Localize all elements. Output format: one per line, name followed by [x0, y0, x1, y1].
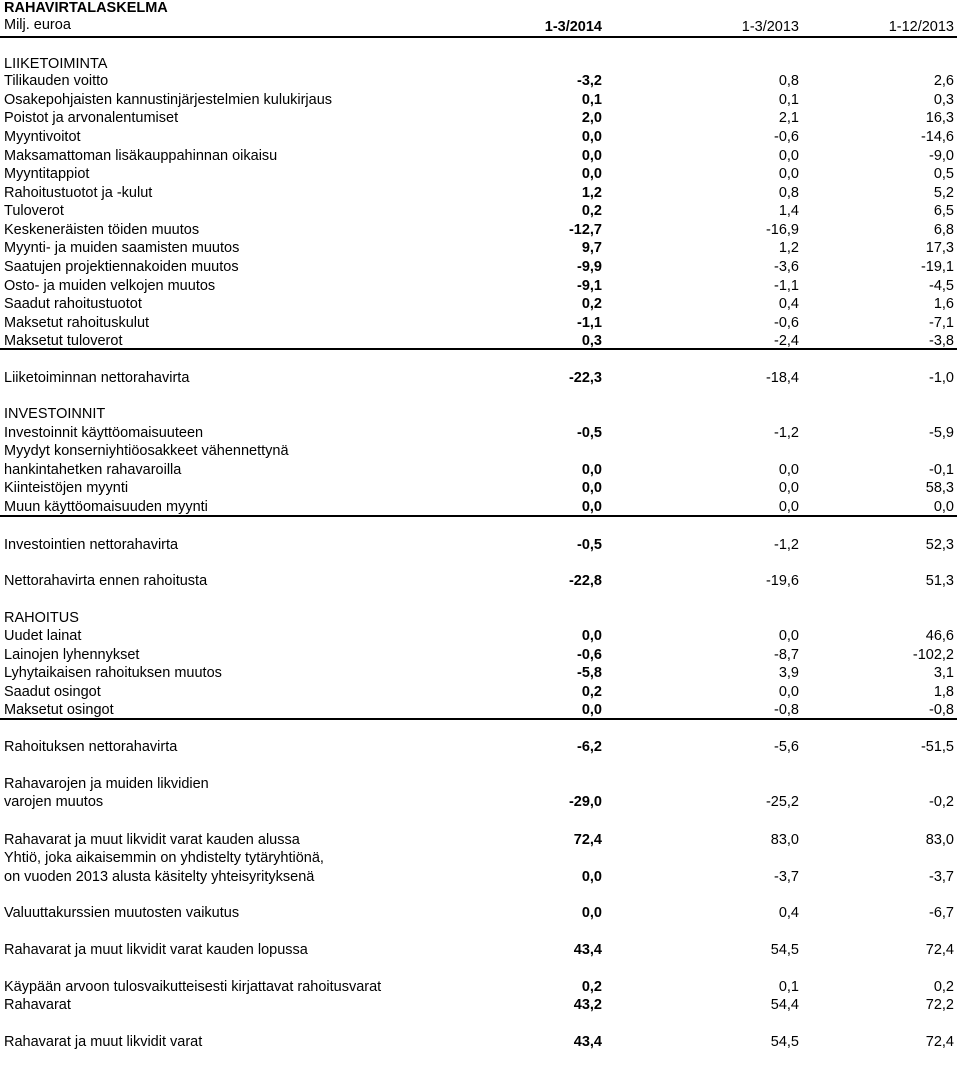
- section-rule-operating: [0, 348, 957, 350]
- value-q1-2014: 0,0: [581, 480, 602, 496]
- row-label: Rahavarat: [4, 997, 71, 1013]
- value-q1-2014: 0,2: [581, 296, 602, 312]
- row-label: Investointien nettorahavirta: [4, 537, 179, 553]
- table-row: [0, 536, 957, 554]
- table-row: [0, 461, 957, 479]
- value-fy-2013: -1,0: [929, 370, 954, 386]
- value-q1-2014: -9,1: [577, 278, 602, 294]
- value-q1-2013: 0,0: [778, 684, 799, 700]
- row-label: Keskeneräisten töiden muutos: [4, 222, 200, 238]
- value-fy-2013: -0,8: [929, 702, 954, 718]
- value-q1-2013: 0,0: [778, 148, 799, 164]
- table-row: [0, 424, 957, 442]
- value-fy-2013: 1,6: [933, 296, 954, 312]
- value-q1-2014: 2,0: [581, 110, 602, 126]
- value-q1-2014: -3,2: [577, 73, 602, 89]
- value-q1-2014: -9,9: [577, 259, 602, 275]
- value-q1-2013: 0,4: [778, 296, 799, 312]
- value-fy-2013: 83,0: [925, 832, 954, 848]
- value-q1-2013: 0,0: [778, 166, 799, 182]
- value-fy-2013: -102,2: [912, 647, 954, 663]
- row-label: Rahavarojen ja muiden likvidien: [4, 776, 209, 792]
- row-label: Maksamattoman lisäkauppahinnan oikaisu: [4, 148, 278, 164]
- table-row: [0, 277, 957, 295]
- value-fy-2013: -5,9: [929, 425, 954, 441]
- value-q1-2013: 0,8: [778, 185, 799, 201]
- unit-label: Milj. euroa: [4, 17, 71, 33]
- value-fy-2013: 51,3: [925, 573, 954, 589]
- value-fy-2013: 0,2: [933, 979, 954, 995]
- value-q1-2013: 1,4: [778, 203, 799, 219]
- value-fy-2013: 0,5: [933, 166, 954, 182]
- value-q1-2014: 0,0: [581, 462, 602, 478]
- table-row: [0, 775, 957, 793]
- table-row: [0, 72, 957, 90]
- table-row: [0, 572, 957, 590]
- statement-title: RAHAVIRTALASKELMA: [4, 0, 168, 16]
- row-label: Tuloverot: [4, 203, 64, 219]
- row-label: Rahavarat ja muut likvidit varat kauden alussa: [4, 832, 300, 848]
- value-q1-2013: -2,4: [774, 333, 799, 349]
- value-fy-2013: -19,1: [920, 259, 954, 275]
- value-q1-2014: 72,4: [573, 832, 602, 848]
- value-fy-2013: 72,4: [925, 1034, 954, 1050]
- table-row: [0, 109, 957, 127]
- column-header-q1-2014: 1-3/2014: [544, 19, 602, 35]
- row-label: Lyhytaikaisen rahoituksen muutos: [4, 665, 222, 681]
- row-label: Lainojen lyhennykset: [4, 647, 140, 663]
- value-fy-2013: -0,2: [929, 794, 954, 810]
- value-fy-2013: 1,8: [933, 684, 954, 700]
- value-fy-2013: 72,4: [925, 942, 954, 958]
- value-fy-2013: 52,3: [925, 537, 954, 553]
- value-q1-2013: -25,2: [765, 794, 799, 810]
- header-rule: [0, 36, 957, 38]
- table-row: [0, 683, 957, 701]
- row-label: Muun käyttöomaisuuden myynti: [4, 499, 208, 515]
- table-row: [0, 314, 957, 332]
- row-label: Saadut osingot: [4, 684, 101, 700]
- value-q1-2013: -3,7: [774, 869, 799, 885]
- value-q1-2014: 43,2: [573, 997, 602, 1013]
- value-fy-2013: -3,7: [929, 869, 954, 885]
- value-q1-2013: 0,4: [778, 905, 799, 921]
- table-row: [0, 793, 957, 811]
- table-row: [0, 202, 957, 220]
- value-fy-2013: -14,6: [920, 129, 954, 145]
- value-q1-2014: -0,5: [577, 425, 602, 441]
- value-q1-2014: 43,4: [573, 1034, 602, 1050]
- value-q1-2014: 0,2: [581, 979, 602, 995]
- row-label: Rahavarat ja muut likvidit varat: [4, 1034, 203, 1050]
- table-row: [0, 978, 957, 996]
- value-q1-2013: 0,0: [778, 462, 799, 478]
- row-label: Kiinteistöjen myynti: [4, 480, 129, 496]
- value-q1-2013: 54,4: [770, 997, 799, 1013]
- value-q1-2014: 0,2: [581, 684, 602, 700]
- row-label: INVESTOINNIT: [4, 406, 106, 422]
- section-rule-financing: [0, 718, 957, 720]
- table-row: [0, 664, 957, 682]
- value-q1-2013: 0,1: [778, 92, 799, 108]
- table-row: [0, 55, 957, 73]
- row-label: Poistot ja arvonalentumiset: [4, 110, 179, 126]
- row-label: Maksetut osingot: [4, 702, 114, 718]
- table-row: [0, 941, 957, 959]
- value-q1-2014: 0,0: [581, 702, 602, 718]
- table-row: [0, 831, 957, 849]
- row-label: Valuuttakurssien muutosten vaikutus: [4, 905, 240, 921]
- table-row: [0, 479, 957, 497]
- value-q1-2013: 0,8: [778, 73, 799, 89]
- row-label: Maksetut tuloverot: [4, 333, 123, 349]
- section-rule-investing: [0, 515, 957, 517]
- value-fy-2013: 0,3: [933, 92, 954, 108]
- value-q1-2014: 0,2: [581, 203, 602, 219]
- value-q1-2013: -0,6: [774, 129, 799, 145]
- value-fy-2013: 16,3: [925, 110, 954, 126]
- value-fy-2013: 0,0: [933, 499, 954, 515]
- value-fy-2013: 2,6: [933, 73, 954, 89]
- row-label: Rahoitustuotot ja -kulut: [4, 185, 153, 201]
- row-label: Myyntivoitot: [4, 129, 81, 145]
- table-row: [0, 128, 957, 146]
- value-q1-2013: -18,4: [765, 370, 799, 386]
- row-label: hankintahetken rahavaroilla: [4, 462, 182, 478]
- value-q1-2014: 0,0: [581, 148, 602, 164]
- row-label: Liiketoiminnan nettorahavirta: [4, 370, 190, 386]
- table-row: [0, 221, 957, 239]
- row-label: Uudet lainat: [4, 628, 82, 644]
- row-label: Osakepohjaisten kannustinjärjestelmien kulukirjaus: [4, 92, 333, 108]
- table-row: [0, 627, 957, 645]
- value-q1-2013: 54,5: [770, 942, 799, 958]
- table-row: [0, 147, 957, 165]
- table-row: [0, 295, 957, 313]
- value-fy-2013: -6,7: [929, 905, 954, 921]
- value-fy-2013: 3,1: [933, 665, 954, 681]
- value-q1-2014: 43,4: [573, 942, 602, 958]
- value-q1-2014: -29,0: [568, 794, 602, 810]
- value-fy-2013: -3,8: [929, 333, 954, 349]
- row-label: Rahavarat ja muut likvidit varat kauden lopussa: [4, 942, 308, 958]
- row-label: Myyntitappiot: [4, 166, 90, 182]
- value-q1-2013: 0,0: [778, 499, 799, 515]
- value-q1-2014: -0,5: [577, 537, 602, 553]
- value-q1-2013: -19,6: [765, 573, 799, 589]
- value-q1-2013: -3,6: [774, 259, 799, 275]
- value-q1-2013: -16,9: [765, 222, 799, 238]
- table-row: [0, 405, 957, 423]
- table-row: [0, 849, 957, 867]
- value-q1-2014: 0,1: [581, 92, 602, 108]
- value-q1-2013: -8,7: [774, 647, 799, 663]
- value-q1-2014: -22,8: [568, 573, 602, 589]
- row-label: Nettorahavirta ennen rahoitusta: [4, 573, 208, 589]
- table-row: [0, 868, 957, 886]
- row-label: on vuoden 2013 alusta käsitelty yhteisyrityksenä: [4, 869, 315, 885]
- value-q1-2014: -22,3: [568, 370, 602, 386]
- value-q1-2013: -5,6: [774, 739, 799, 755]
- value-q1-2014: 0,0: [581, 129, 602, 145]
- table-row: [0, 184, 957, 202]
- value-fy-2013: -9,0: [929, 148, 954, 164]
- value-fy-2013: 5,2: [933, 185, 954, 201]
- row-label: Yhtiö, joka aikaisemmin on yhdistelty tytäryhtiönä,: [4, 850, 324, 866]
- table-row: [0, 239, 957, 257]
- value-fy-2013: 17,3: [925, 240, 954, 256]
- value-q1-2014: -5,8: [577, 665, 602, 681]
- value-q1-2013: 0,0: [778, 628, 799, 644]
- table-row: [0, 646, 957, 664]
- table-row: [0, 498, 957, 516]
- column-header-fy-2013: 1-12/2013: [888, 19, 954, 35]
- value-fy-2013: -51,5: [920, 739, 954, 755]
- value-fy-2013: 6,8: [933, 222, 954, 238]
- value-q1-2013: 83,0: [770, 832, 799, 848]
- value-q1-2014: 9,7: [581, 240, 602, 256]
- value-q1-2013: 0,0: [778, 480, 799, 496]
- value-fy-2013: -0,1: [929, 462, 954, 478]
- table-row: [0, 996, 957, 1014]
- row-label: LIIKETOIMINTA: [4, 56, 108, 72]
- value-q1-2014: -12,7: [568, 222, 602, 238]
- table-row: [0, 165, 957, 183]
- value-q1-2014: -0,6: [577, 647, 602, 663]
- value-q1-2013: -1,2: [774, 537, 799, 553]
- value-q1-2014: -6,2: [577, 739, 602, 755]
- row-label: Saadut rahoitustuotot: [4, 296, 142, 312]
- value-fy-2013: -7,1: [929, 315, 954, 331]
- value-fy-2013: 58,3: [925, 480, 954, 496]
- value-q1-2014: -1,1: [577, 315, 602, 331]
- table-row: [0, 258, 957, 276]
- value-q1-2014: 0,0: [581, 869, 602, 885]
- table-row: [0, 738, 957, 756]
- value-q1-2013: 1,2: [778, 240, 799, 256]
- table-row: [0, 904, 957, 922]
- value-q1-2013: -0,8: [774, 702, 799, 718]
- row-label: Käypään arvoon tulosvaikutteisesti kirjattavat rahoitusvarat: [4, 979, 382, 995]
- value-q1-2014: 0,0: [581, 499, 602, 515]
- row-label: RAHOITUS: [4, 610, 79, 626]
- table-row: [0, 701, 957, 719]
- value-q1-2013: 54,5: [770, 1034, 799, 1050]
- value-q1-2013: 0,1: [778, 979, 799, 995]
- value-q1-2013: 3,9: [778, 665, 799, 681]
- value-q1-2014: 0,3: [581, 333, 602, 349]
- table-row: [0, 1033, 957, 1051]
- row-label: varojen muutos: [4, 794, 104, 810]
- row-label: Osto- ja muiden velkojen muutos: [4, 278, 216, 294]
- row-label: Rahoituksen nettorahavirta: [4, 739, 178, 755]
- row-label: Saatujen projektiennakoiden muutos: [4, 259, 239, 275]
- value-q1-2013: -1,2: [774, 425, 799, 441]
- value-q1-2013: 2,1: [778, 110, 799, 126]
- value-q1-2014: 1,2: [581, 185, 602, 201]
- value-fy-2013: 72,2: [925, 997, 954, 1013]
- row-label: Myydyt konserniyhtiöosakkeet vähennettynä: [4, 443, 289, 459]
- value-fy-2013: 46,6: [925, 628, 954, 644]
- row-label: Maksetut rahoituskulut: [4, 315, 150, 331]
- value-q1-2013: -1,1: [774, 278, 799, 294]
- table-row: [0, 369, 957, 387]
- column-header-q1-2013: 1-3/2013: [741, 19, 799, 35]
- row-label: Investoinnit käyttöomaisuuteen: [4, 425, 204, 441]
- table-row: [0, 609, 957, 627]
- value-fy-2013: -4,5: [929, 278, 954, 294]
- table-row: [0, 91, 957, 109]
- column-header: [0, 16, 957, 36]
- row-label: Myynti- ja muiden saamisten muutos: [4, 240, 240, 256]
- value-q1-2014: 0,0: [581, 628, 602, 644]
- table-row: [0, 442, 957, 460]
- value-q1-2014: 0,0: [581, 905, 602, 921]
- row-label: Tilikauden voitto: [4, 73, 109, 89]
- value-q1-2013: -0,6: [774, 315, 799, 331]
- value-fy-2013: 6,5: [933, 203, 954, 219]
- value-q1-2014: 0,0: [581, 166, 602, 182]
